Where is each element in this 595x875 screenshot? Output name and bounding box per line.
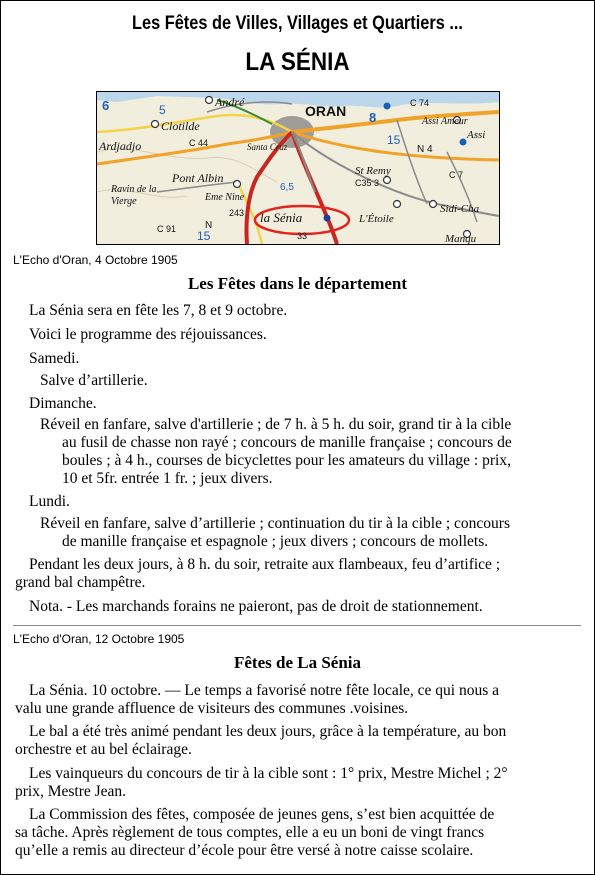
- map-label-clotilde: Clotilde: [161, 119, 200, 133]
- article2-line: qu’elle a remis au directeur d’école pour être versé à notre caisse scolaire.: [15, 842, 474, 859]
- article1-paragraph: Salve d’artillerie.: [40, 372, 148, 389]
- map-label-sidi-cha: Sidi-Cha: [440, 203, 480, 215]
- town-st-remy-marker: [384, 177, 391, 184]
- article2-line: orchestre et au bel éclairage.: [15, 741, 192, 758]
- map-image: [96, 91, 500, 245]
- map-label-eme-nine: Eme Nine: [205, 192, 245, 203]
- map-num-c91: C 91: [157, 224, 177, 234]
- map-num-c35: C35 3: [355, 178, 380, 188]
- article1-day-lundi: Lundi.: [29, 493, 70, 510]
- blue-dot-1: [384, 103, 391, 110]
- article1-source: L'Echo d'Oran, 4 Octobre 1905: [13, 253, 178, 267]
- town-pont-albin-marker: [234, 181, 241, 188]
- map-num-33: 33: [297, 231, 308, 241]
- map-label-la-senia: la Sénia: [260, 210, 303, 225]
- article2-heading: Fêtes de La Sénia: [233, 653, 362, 672]
- map-label-vierge: Vierge: [111, 196, 137, 207]
- blue-dot-2: [460, 139, 467, 146]
- map-label-st-remy: St Remy: [355, 165, 391, 177]
- article1-line: Réveil en fanfare, salve d’artillerie ; continuation du tir à la cible ; concours: [40, 515, 510, 532]
- article2-line: valu une grande affluence de visiteurs des communes .voisines.: [15, 700, 409, 717]
- map-num-5: 5: [159, 103, 166, 117]
- map-label-pont-albin: Pont Albin: [172, 171, 224, 185]
- article1-note: Nota. - Les marchands forains ne paieront, pas de droit de stationnement.: [29, 598, 483, 615]
- article2-line: La Commission des fêtes, composée de jeunes gens, s’est bien acquittée de: [29, 806, 495, 823]
- article1-line: Réveil en fanfare, salve d'artillerie ; de 7 h. à 5 h. du soir, grand tir à la cible: [40, 416, 512, 433]
- map-num-c44: C 44: [189, 138, 209, 148]
- article1-line: boules ; à 4 h., courses de bicyclettes pour les amateurs du village : prix,: [62, 452, 511, 469]
- town-andre-marker: [206, 97, 213, 104]
- place-title: LA SÉNIA: [245, 48, 350, 76]
- town-clotilde-marker: [152, 121, 159, 128]
- map-num-6: 6: [102, 98, 110, 113]
- article1-day-samedi: Samedi.: [29, 350, 80, 367]
- article2-line: Le bal a été très animé pendant les deux jours, grâce à la température, au bon: [29, 723, 507, 740]
- section-divider: [13, 625, 581, 626]
- article1-line: grand bal champêtre.: [15, 574, 146, 591]
- article2-line: prix, Mestre Jean.: [15, 783, 127, 800]
- map-label-ravin: Ravin de la: [111, 184, 157, 195]
- map-label-santa: Santa Cruz: [247, 142, 288, 152]
- map-num-8: 8: [369, 110, 377, 125]
- town-etoile-marker: [394, 201, 401, 208]
- article1-line: de manille française et espagnole ; jeux divers ; concours de mollets.: [62, 533, 489, 550]
- map-label-ameur: Assi Ameur: [422, 116, 468, 127]
- map-label-oran: ORAN: [305, 103, 347, 119]
- article2-source: L'Echo d'Oran, 12 Octobre 1905: [13, 632, 185, 646]
- map-num-243: 243: [229, 208, 245, 218]
- article1-day-dimanche: Dimanche.: [29, 395, 97, 412]
- article2-line: sa tâche. Après règlement de tous comptes, elle a eu un boni de vingt francs: [15, 824, 485, 841]
- article1-paragraph: La Sénia sera en fête les 7, 8 et 9 octobre.: [29, 302, 288, 319]
- map-num-15b: 15: [197, 229, 211, 243]
- map-num-65: 6,5: [280, 182, 294, 193]
- article1-paragraph: Voici le programme des réjouissances.: [29, 326, 267, 343]
- map-label-andre: André: [215, 95, 245, 109]
- la-senia-dot: [324, 215, 331, 222]
- article1-line: au fusil de chasse non rayé ; concours de manille française ; concours de: [62, 434, 512, 451]
- article2-line: La Sénia. 10 octobre. — Le temps a favorisé notre fête locale, ce qui nous a: [29, 682, 499, 699]
- map-label-assi: Assi: [467, 129, 486, 141]
- map-num-c77: C 7: [449, 170, 464, 180]
- article1-line: Pendant les deux jours, à 8 h. du soir, retraite aux flambeaux, feu d’artifice ;: [29, 556, 501, 573]
- article1-line: 10 et 5fr. entrée 1 fr. ; jeux divers.: [62, 470, 273, 487]
- article2-line: Les vainqueurs du concours de tir à la cible sont : 1° prix, Mestre Michel ; 2°: [29, 765, 508, 782]
- article1-heading: Les Fêtes dans le département: [187, 274, 408, 293]
- map-label-etoile: L'Étoile: [359, 213, 394, 225]
- map-label-ardjadjo: Ardjadjo: [99, 139, 142, 153]
- map-num-15: 15: [387, 133, 401, 147]
- map-label-n4: N 4: [417, 144, 433, 155]
- map-label-manqu: Manqu: [445, 233, 477, 244]
- map-label-n: N: [205, 220, 213, 231]
- map-num-c74: C 74: [410, 98, 430, 108]
- town-sidi-cha-marker: [430, 201, 437, 208]
- page-title: Les Fêtes de Villes, Villages et Quartiers ...: [132, 13, 463, 34]
